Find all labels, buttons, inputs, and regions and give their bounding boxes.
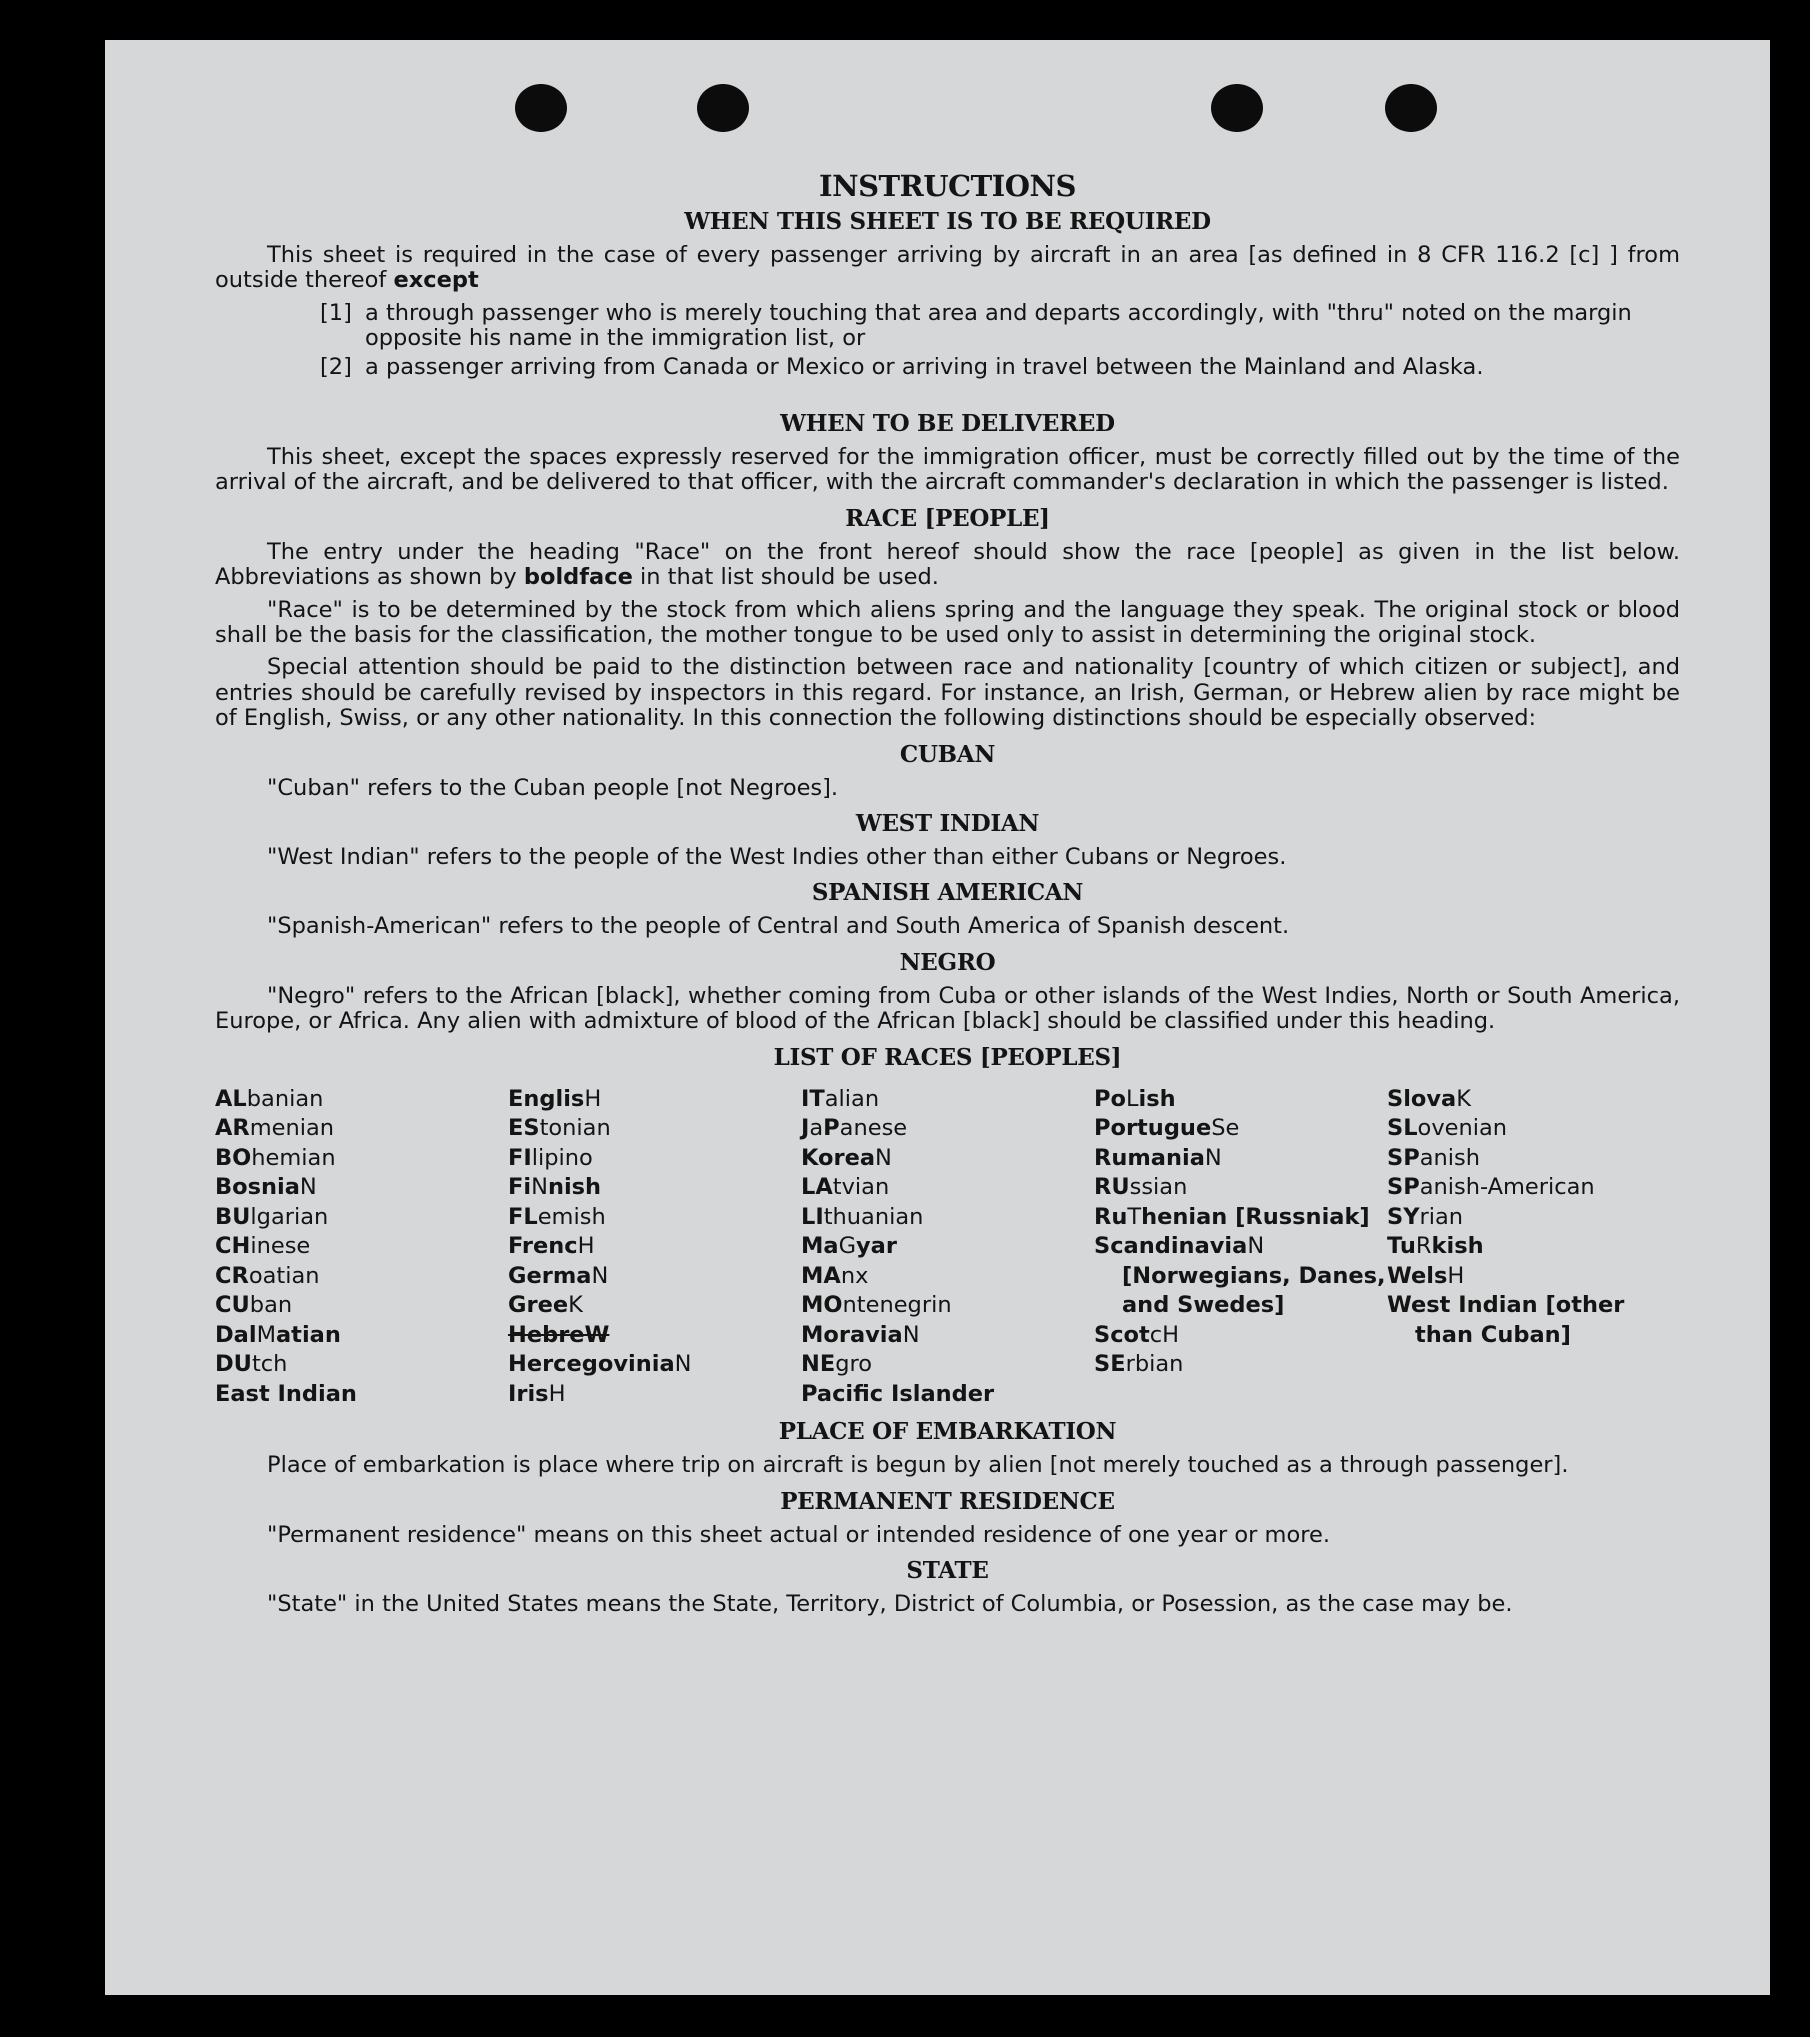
heading-cuban: CUBAN bbox=[899, 740, 996, 768]
race-column bbox=[1387, 1085, 1680, 1410]
heading-west-indian: WEST INDIAN bbox=[855, 810, 1040, 838]
heading-permanent-residence: PERMANENT RESIDENCE bbox=[780, 1487, 1115, 1515]
residence-text: "Permanent residence" means on this sheet actual or intended residence of one year or more. bbox=[267, 1521, 1330, 1548]
race-item: FIlipino bbox=[508, 1144, 593, 1171]
race-item: PortugueSe bbox=[1094, 1115, 1240, 1142]
exception-list bbox=[215, 301, 1680, 381]
heading-when-delivered: WHEN TO BE DELIVERED bbox=[780, 409, 1115, 437]
race-item: MoraviaN bbox=[801, 1321, 920, 1348]
punch-hole bbox=[1385, 84, 1437, 132]
race-item: HebreW bbox=[508, 1321, 610, 1348]
heading-negro: NEGRO bbox=[899, 948, 996, 976]
race-item: ITalian bbox=[801, 1085, 880, 1112]
instructions-content bbox=[215, 170, 1680, 1624]
race-item: DalMatian bbox=[215, 1321, 341, 1348]
punch-hole bbox=[1211, 84, 1263, 132]
race-item: SLovenian bbox=[1387, 1115, 1508, 1142]
race-item: LIthuanian bbox=[801, 1203, 924, 1230]
heading-race: RACE [PEOPLE] bbox=[845, 504, 1050, 532]
race-item: RUssian bbox=[1094, 1174, 1188, 1201]
race-item: West Indian [other than Cuban] bbox=[1387, 1292, 1625, 1348]
race-item: SlovaK bbox=[1387, 1085, 1471, 1112]
list-item: [1] a through passenger who is merely touching that area and departs accordingly, with "thru" noted on the margin opposite his name in the immigration list, or bbox=[320, 299, 1632, 352]
race-item: FLemish bbox=[508, 1203, 606, 1230]
race-item: TuRkish bbox=[1387, 1233, 1484, 1260]
race-item: SPanish-American bbox=[1387, 1174, 1595, 1201]
races-list bbox=[215, 1085, 1680, 1410]
document-page bbox=[105, 40, 1770, 1995]
race-item: MaGyar bbox=[801, 1233, 897, 1260]
race-column bbox=[1094, 1085, 1387, 1410]
race-item: FrencH bbox=[508, 1233, 595, 1260]
race-item: CHinese bbox=[215, 1233, 311, 1260]
race-item: SErbian bbox=[1094, 1351, 1184, 1378]
race-item: BosniaN bbox=[215, 1174, 317, 1201]
race-paragraph-3: Special attention should be paid to the distinction between race and nationality [country of which citizen or subject], and entries should be carefully revised by inspectors in this regard. For instance, an Irish, German, or Hebrew alien by race might be of English, Swiss, or any other nationality. In this connection the following distinctions should be especially observed: bbox=[215, 654, 1680, 732]
when-delivered-text: This sheet, except the spaces expressly reserved for the immigration officer, must be correctly filled out by the time of the arrival of the aircraft, and be delivered to that officer, with the aircraft commander's declaration in which the passenger is listed. bbox=[215, 443, 1680, 496]
race-item: East Indian bbox=[215, 1380, 357, 1407]
race-item: FiNnish bbox=[508, 1174, 602, 1201]
list-item: [2] a passenger arriving from Canada or Mexico or arriving in travel between the Mainland and Alaska. bbox=[320, 354, 1484, 381]
race-item: RumaniaN bbox=[1094, 1144, 1222, 1171]
spanish-american-text: "Spanish-American" refers to the people of Central and South America of Spanish descent. bbox=[267, 913, 1290, 940]
race-item: PoLish bbox=[1094, 1085, 1176, 1112]
race-item: NEgro bbox=[801, 1351, 873, 1378]
west-indian-text: "West Indian" refers to the people of the West Indies other than either Cubans or Negroes. bbox=[267, 844, 1287, 871]
when-required-text: This sheet is required in the case of every passenger arriving by aircraft in an area [as defined in 8 CFR 116.2 [c] ] from outside thereof except bbox=[215, 241, 1680, 294]
race-item: SYrian bbox=[1387, 1203, 1464, 1230]
race-item: DUtch bbox=[215, 1351, 288, 1378]
race-paragraph-1: The entry under the heading "Race" on the front hereof should show the race [people] as given in the list below. Abbreviations as shown by boldface in that list should be used. bbox=[215, 538, 1680, 591]
negro-text: "Negro" refers to the African [black], whether coming from Cuba or other islands of the West Indies, North or South America, Europe, or Africa. Any alien with admixture of blood of the African [black] should be classified under this heading. bbox=[215, 982, 1680, 1035]
race-item: WelsH bbox=[1387, 1262, 1465, 1289]
race-item: SPanish bbox=[1387, 1144, 1480, 1171]
race-item: BOhemian bbox=[215, 1144, 336, 1171]
race-item: Pacific Islander bbox=[801, 1380, 995, 1407]
heading-when-required: WHEN THIS SHEET IS TO BE REQUIRED bbox=[684, 207, 1211, 235]
punch-hole bbox=[515, 84, 567, 132]
race-item: LAtvian bbox=[801, 1174, 890, 1201]
race-column bbox=[801, 1085, 1094, 1410]
race-item: ALbanian bbox=[215, 1085, 324, 1112]
race-column bbox=[508, 1085, 801, 1410]
race-item: MAnx bbox=[801, 1262, 869, 1289]
race-paragraph-2: "Race" is to be determined by the stock from which aliens spring and the language they speak. The original stock or blood shall be the basis for the classification, the mother tongue to be used only to assist in determining the original stock. bbox=[215, 596, 1680, 648]
race-item: GreeK bbox=[508, 1292, 583, 1319]
race-item: HercegoviniaN bbox=[508, 1351, 692, 1378]
heading-spanish-american: SPANISH AMERICAN bbox=[811, 879, 1084, 907]
heading-embarkation: PLACE OF EMBARKATION bbox=[778, 1418, 1117, 1446]
cuban-text: "Cuban" refers to the Cuban people [not Negroes]. bbox=[267, 774, 839, 801]
embarkation-text: Place of embarkation is place where trip on aircraft is begun by alien [not merely touched as a through passenger]. bbox=[267, 1452, 1569, 1479]
punch-hole bbox=[697, 84, 749, 132]
race-item: MOntenegrin bbox=[801, 1292, 952, 1319]
race-item: ScotcH bbox=[1094, 1321, 1180, 1348]
race-item: IrisH bbox=[508, 1380, 566, 1407]
race-item: KoreaN bbox=[801, 1144, 892, 1171]
race-item: BUlgarian bbox=[215, 1203, 329, 1230]
race-item: RuThenian [Russniak] bbox=[1094, 1203, 1370, 1230]
heading-state: STATE bbox=[906, 1556, 989, 1584]
race-item: EStonian bbox=[508, 1115, 611, 1142]
race-item: CRoatian bbox=[215, 1262, 320, 1289]
race-item: GermaN bbox=[508, 1262, 609, 1289]
race-item: JaPanese bbox=[801, 1115, 908, 1142]
race-item: ARmenian bbox=[215, 1115, 335, 1142]
race-column bbox=[215, 1085, 508, 1410]
race-item: ScandinaviaN [Norwegians, Danes, and Swedes] bbox=[1094, 1233, 1386, 1319]
race-item: CUban bbox=[215, 1292, 293, 1319]
heading-list-of-races: LIST OF RACES [PEOPLES] bbox=[773, 1043, 1122, 1071]
page-title: INSTRUCTIONS bbox=[819, 169, 1076, 203]
race-item: EnglisH bbox=[508, 1085, 602, 1112]
state-text: "State" in the United States means the State, Territory, District of Columbia, or Posession, as the case may be. bbox=[267, 1590, 1513, 1617]
